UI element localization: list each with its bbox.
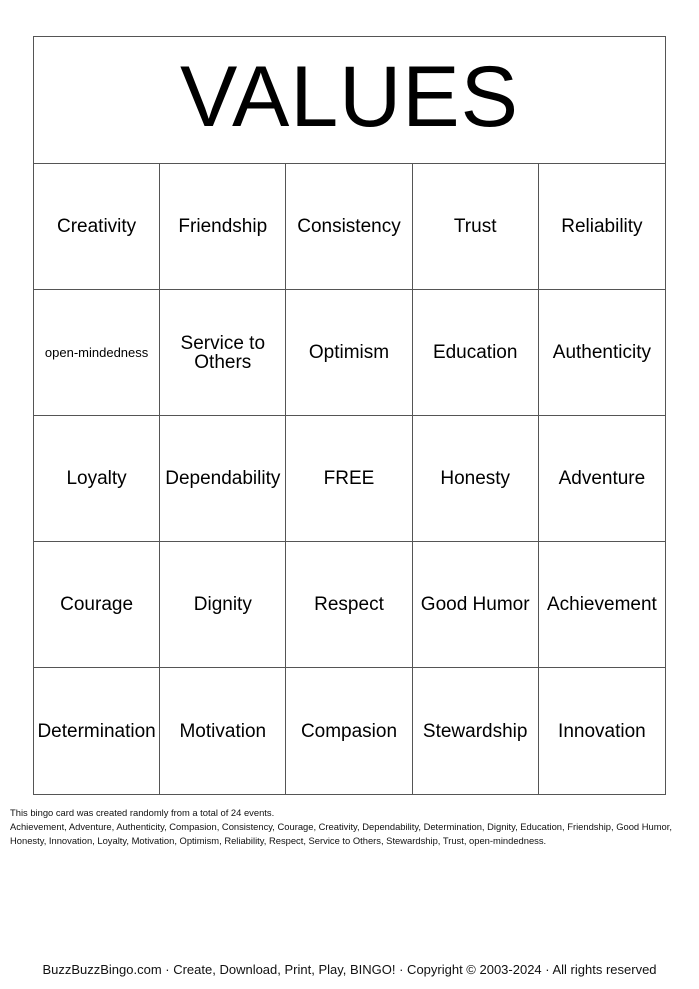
bingo-cell: Friendship	[160, 164, 286, 290]
bingo-card	[33, 36, 666, 795]
bingo-cell: Determination	[34, 668, 160, 794]
footer-copyright: BuzzBuzzBingo.com · Create, Download, Print, Play, BINGO! · Copyright © 2003-2024 · All rights reserved	[42, 962, 657, 977]
bingo-cell: Reliability	[539, 164, 665, 290]
bingo-cell: Dignity	[160, 542, 286, 668]
bingo-cell: Stewardship	[413, 668, 539, 794]
bingo-cell: Good Humor	[413, 542, 539, 668]
bingo-cell: Education	[413, 290, 539, 416]
bingo-cell: Innovation	[558, 720, 646, 742]
bingo-cell: Honesty	[413, 416, 539, 542]
bingo-cell: Authenticity	[539, 290, 665, 416]
bingo-cell: Trust	[413, 164, 539, 290]
free-space-cell: FREE	[286, 416, 412, 542]
bingo-cell: Creativity	[34, 164, 160, 290]
bingo-cell: Achievement	[539, 542, 665, 668]
bingo-cell: Respect	[286, 542, 412, 668]
bingo-cell: Adventure	[539, 416, 665, 542]
bingo-cell: Motivation	[160, 668, 286, 794]
bingo-cell: Dependability	[160, 416, 286, 542]
bingo-cell: Courage	[34, 542, 160, 668]
note-summary: This bingo card was created randomly from a total of 24 events.	[10, 807, 275, 818]
card-title-cell	[34, 37, 665, 164]
bingo-grid	[34, 164, 665, 794]
bingo-cell: Consistency	[286, 164, 412, 290]
generation-note	[10, 806, 690, 848]
bingo-cell: Optimism	[286, 290, 412, 416]
bingo-cell: open-mindedness	[34, 290, 160, 416]
bingo-cell: Service to Others	[160, 290, 286, 416]
card-title: VALUES	[180, 49, 519, 145]
note-event-list: Achievement, Adventure, Authenticity, Compasion, Consistency, Courage, Creativity, Dependability, Determination, Dignity, Education, Friendship, Good Humor, Honesty, Innovation, Loyalty, Motivation, Optimism, Reliability, Respect, Service to Others, Stewardship, Trust, open-mindedness.	[10, 821, 672, 846]
bingo-cell: Loyalty	[34, 416, 160, 542]
bingo-cell: Compasion	[286, 668, 412, 794]
